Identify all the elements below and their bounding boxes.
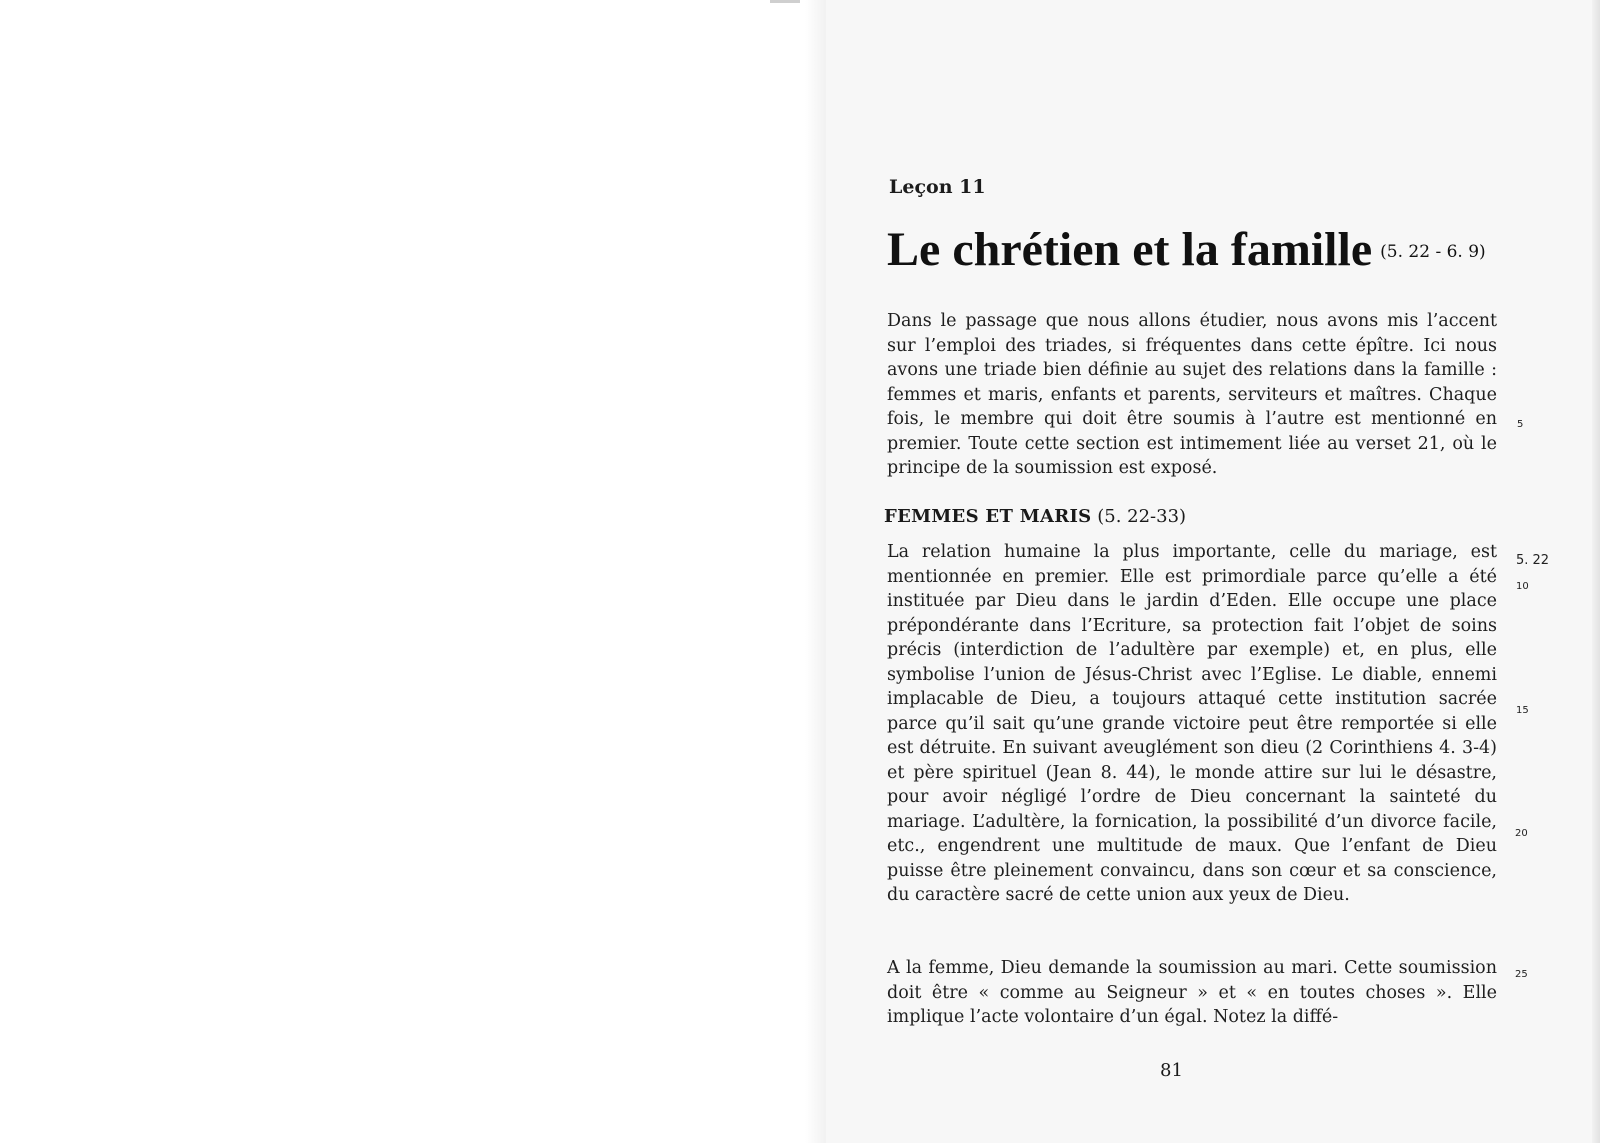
page-number: 81: [1160, 1060, 1183, 1081]
intro-paragraph: Dans le passage que nous allons étudier, nous avons mis l’accent sur l’emploi des triades, si fréquentes dans cette épître. Ici nous avons une triade bien définie au sujet des relations dans la famille : femmes et maris, enfants et parents, serviteurs et maîtres. Chaque fois, le membre qui doit être soumis à l’autre est mentionné en premier. Toute cette section est intimement liée au verset 21, où le principe de la soumission est exposé.: [887, 311, 1497, 478]
section-heading: [884, 506, 1186, 527]
page-edge: [1592, 0, 1600, 1143]
title-text: Le chrétien et la famille: [887, 223, 1373, 276]
section-heading-text: FEMMES ET MARIS: [884, 506, 1092, 527]
section-heading-reference: (5. 22-33): [1097, 506, 1187, 527]
scan-artifact: [770, 0, 800, 3]
margin-line-number: 10: [1516, 581, 1529, 592]
margin-line-number: 5: [1517, 419, 1524, 430]
marriage-paragraph: La relation humaine la plus importante, celle du mariage, est mentionnée en premier. Elle est primordiale parce qu’elle a été instituée par Dieu dans le jardin d’Eden. Elle occupe une place prépondérante dans l’Ecriture, sa protection fait l’objet de soins précis (interdiction de l’adultère par exemple) et, en plus, elle symbolise l’union de Jésus-Christ avec l’Eglise. Le diable, ennemi implacable de Dieu, a toujours attaqué cette institution sacrée parce qu’il sait qu’une grande victoire peut être remportée si elle est détruite. En suivant aveuglément son dieu (2 Corinthiens 4. 3-4) et père spirituel (Jean 8. 44), le monde attire sur lui le désastre, pour avoir négligé l’ordre de Dieu concernant la sainteté du mariage. L’adultère, la fornication, la possibilité d’un divorce facile, etc., engendrent une multitude de maux. Que l’enfant de Dieu puisse être pleinement convaincu, dans son cœur et sa conscience, du caractère sacré de cette union aux yeux de Dieu.: [887, 542, 1497, 905]
wife-paragraph: A la femme, Dieu demande la soumission au mari. Cette soumission doit être « comme au Seigneur » et « en toutes choses ». Elle implique l’acte volontaire d’un égal. Notez la diffé-: [887, 958, 1497, 1027]
margin-line-number: 20: [1515, 828, 1528, 839]
margin-verse-reference: 5. 22: [1516, 553, 1550, 568]
page-title: [887, 222, 1486, 280]
margin-line-number: 25: [1515, 969, 1528, 980]
margin-line-number: 15: [1516, 705, 1529, 716]
title-reference: (5. 22 - 6. 9): [1380, 242, 1486, 262]
lesson-label: Leçon 11: [889, 176, 986, 198]
